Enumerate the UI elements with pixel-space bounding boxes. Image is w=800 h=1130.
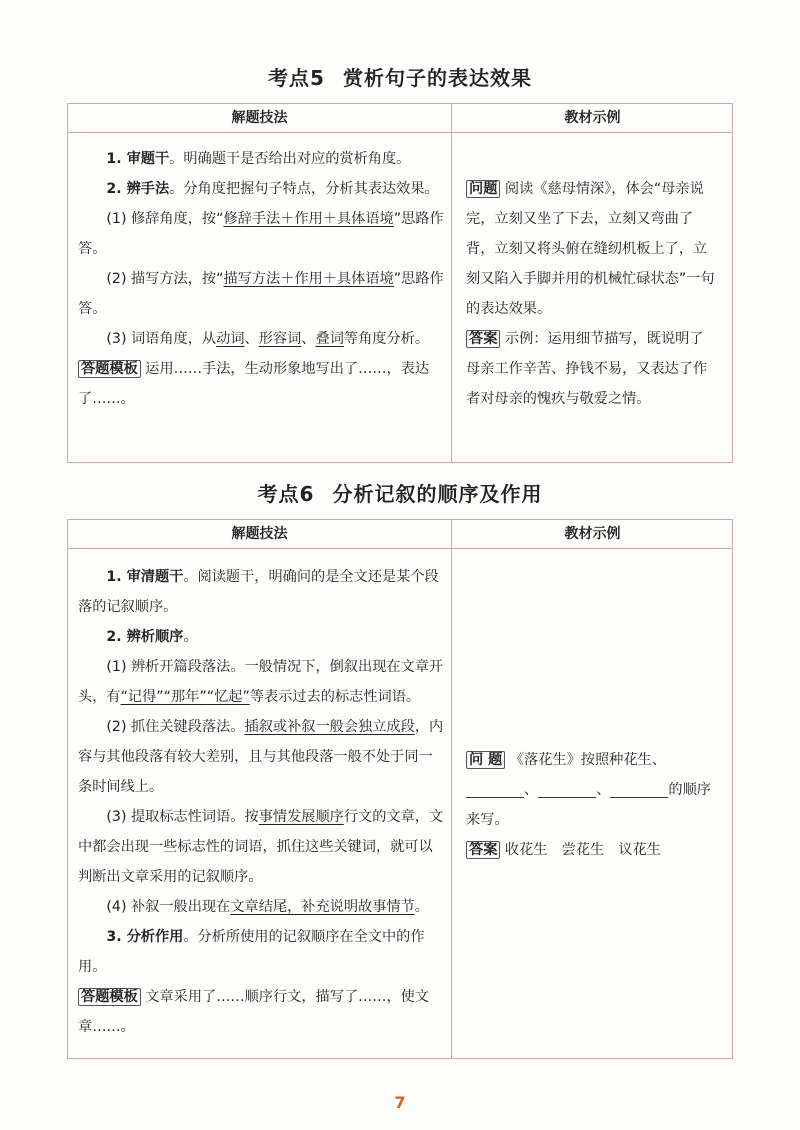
sub-item-3: (3) 词语角度，从动词、形容词、叠词等角度分析。 [106, 331, 430, 347]
column-divider [451, 104, 452, 462]
step-label: 3. 分析作用 [106, 929, 184, 945]
section-number: 考点5 [268, 66, 325, 90]
table-section-5 [67, 103, 733, 463]
answer: 答案 示例：运用细节描写，既说明了母亲工作辛苦、挣钱不易，又表达了作者对母亲的愧疚与敬爱之情。 [466, 331, 708, 407]
step-1: 1. 审题干。明确题干是否给出对应的赏析角度。 [106, 151, 411, 167]
answer-blank [538, 783, 596, 798]
examples-column [466, 745, 718, 865]
step-label: 1. 审题干 [106, 151, 170, 167]
answer-tag: 答案 [466, 841, 500, 859]
column-divider [451, 520, 452, 1058]
step-label: 1. 审清题干 [106, 569, 184, 585]
answer-tag: 答案 [466, 330, 500, 348]
step-label: 2. 辨析顺序 [106, 629, 184, 645]
answer-template: 答题模板 运用……手法，生动形象地写出了……，表达了……。 [78, 361, 430, 407]
header-techniques: 解题技法 [231, 110, 288, 126]
question-tag: 问题 [466, 180, 500, 198]
question-tag: 问 题 [466, 751, 505, 769]
section-title-text: 分析记叙的顺序及作用 [332, 482, 543, 506]
section-title-5 [0, 62, 800, 91]
section-number: 考点6 [257, 482, 315, 506]
page-number: 7 [394, 1093, 406, 1112]
sub-item-1: (1) 辨析开篇段落法。一般情况下，倒叙出现在文章开头，有“记得”“那年”“忆起”等表示过去的标志性词语。 [78, 659, 444, 705]
techniques-column [78, 562, 444, 1042]
question: 问题 阅读《慈母情深》，体会“母亲说完，立刻又坐了下去，立刻又弯曲了背，立刻又将头俯在缝纫机板上了，立刻又陷入手脚并用的机械忙碌状态”一句的表达效果。 [466, 181, 715, 317]
table-header [68, 520, 732, 549]
sub-item-2: (2) 抓住关键段落法。插叙或补叙一般会独立成段，内容与其他段落有较大差别，且与其他段落一般不处于同一条时间线上。 [78, 719, 444, 795]
table-section-6 [67, 519, 733, 1059]
step-label: 2. 辨手法 [106, 181, 170, 197]
sub-item-3: (3) 提取标志性词语。按事情发展顺序行文的文章，文中都会出现一些标志性的词语，抓住这些关键词，就可以判断出文章采用的记叙顺序。 [78, 809, 444, 885]
sub-item-2: (2) 描写方法，按“描写方法＋作用＋具体语境”思路作答。 [78, 271, 444, 317]
header-examples: 教材示例 [564, 526, 621, 542]
step-2: 2. 辨析顺序。 [106, 629, 198, 645]
table-header [68, 104, 732, 133]
sub-item-4: (4) 补叙一般出现在文章结尾，补充说明故事情节。 [106, 899, 429, 915]
section-title-text: 赏析句子的表达效果 [342, 66, 532, 90]
section-title-6 [0, 478, 800, 507]
answer-template: 答题模板 文章采用了……顺序行文，描写了……，使文章……。 [78, 989, 430, 1035]
step-2: 2. 辨手法。分角度把握句子特点，分析其表达效果。 [106, 181, 439, 197]
step-3: 3. 分析作用。分析所使用的记叙顺序在全文中的作用。 [78, 929, 425, 975]
techniques-column [78, 144, 444, 414]
examples-column [466, 174, 716, 414]
sub-item-1: (1) 修辞角度，按“修辞手法＋作用＋具体语境”思路作答。 [78, 211, 444, 257]
answer-blank [466, 783, 524, 798]
answer-blank [610, 783, 668, 798]
answer: 答案 收花生 尝花生 议花生 [466, 835, 718, 865]
step-1: 1. 审清题干。阅读题干，明确问的是全文还是某个段落的记叙顺序。 [78, 569, 439, 615]
template-tag: 答题模板 [78, 360, 141, 378]
template-tag: 答题模板 [78, 988, 141, 1006]
header-techniques: 解题技法 [231, 526, 288, 542]
question: 问 题 《落花生》按照种花生、 、 、 的顺序来写。 [466, 752, 711, 828]
header-examples: 教材示例 [564, 110, 621, 126]
